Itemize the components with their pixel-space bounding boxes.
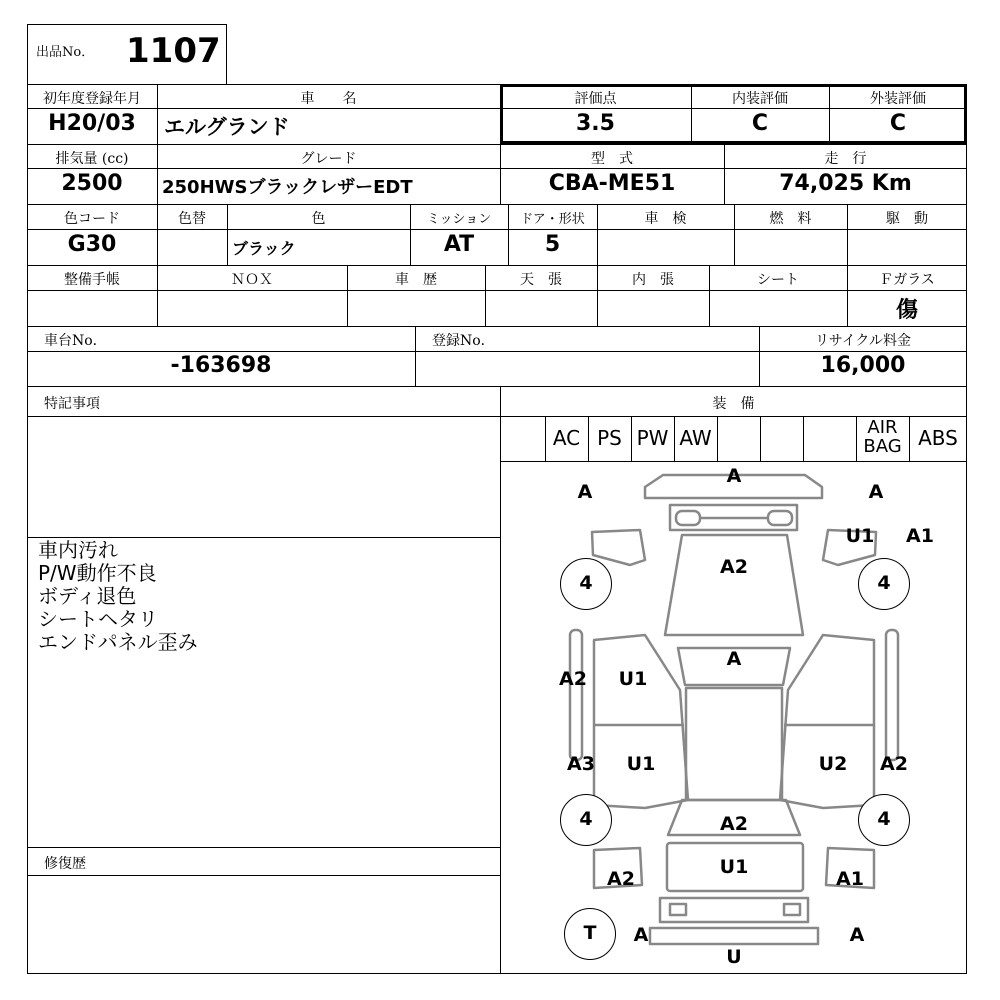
mark-rear-door-right-a2: A2 [880,753,908,775]
repaint-label: 色替 [178,211,206,227]
mark-front-right: A [868,481,884,503]
inspection-label: 車 検 [644,211,687,227]
lot-box [27,24,227,85]
reg-label: 登録No． [432,333,495,349]
mark-front-top: A [726,465,742,487]
displacement-value: 2500 [61,171,123,196]
score-value: 3.5 [576,111,615,136]
note-line: ボディ退色 [38,584,137,608]
interior-label: 内装評価 [732,91,788,107]
mark-hood: A2 [720,556,748,578]
exterior-label: 外装評価 [870,91,926,107]
lot-label: 出品No． [36,45,95,60]
equip-ps: PS [597,426,622,450]
car-diagram [500,461,967,974]
grade-label: グレード [300,151,357,167]
nox-label: ＮＯＸ [231,272,273,288]
tire-front-right: 4 [858,558,910,610]
equip-pw: PW [636,426,669,450]
mark-fender-right-a1: A1 [906,525,934,547]
mark-fender-right-u1: U1 [845,525,875,547]
note-line: 車内汚れ [38,538,118,562]
mark-tailgate: U1 [719,856,749,878]
interior-value: C [751,111,769,136]
recycle-value: 16,000 [820,353,906,378]
equip-airbag: AIR BAG [863,417,902,457]
grade-value: 250HWSブラックレザーEDT [162,177,413,198]
equip-aw: AW [679,426,712,450]
door-value: 5 [544,232,561,257]
color-label: 色 [311,211,326,227]
name-value: エルグランド [164,115,290,139]
recycle-label: リサイクル料金 [814,333,912,349]
displacement-label: 排気量 (cc) [55,151,129,167]
fuel-label: 燃 料 [769,211,812,227]
chassis-label: 車台No． [44,333,107,349]
exterior-value: C [889,111,907,136]
drive-label: 駆 動 [886,211,928,227]
mark-rear-bumper-left: A [633,924,649,946]
mission-label: ミッション [426,212,492,227]
note-line: エンドパネル歪み [38,630,198,654]
maintenance-label: 整備手帳 [64,272,120,288]
color-code-value: G30 [67,232,117,257]
door-label: ドア・形状 [520,212,585,227]
equip-abs: ABS [918,426,958,450]
model-value: CBA-ME51 [548,171,676,196]
model-label: 型 式 [591,151,633,167]
mark-rear-window: A2 [720,813,748,835]
mark-rear-quarter-right: A1 [836,868,864,890]
lot-number: 1107 [126,31,221,71]
repair-label: 修復歴 [44,856,86,872]
equipment-label: 装 備 [712,396,755,412]
fglass-label: Ｆガラス [879,272,935,288]
year-value: H20/03 [48,111,136,136]
roof-label: 天 張 [520,272,562,288]
color-code-label: 色コード [64,211,120,227]
notes-label: 特記事項 [44,396,100,412]
notes-list [38,539,198,654]
mark-front-left: A [577,481,593,503]
tire-spare: T [564,908,616,960]
tire-rear-right: 4 [858,794,910,846]
mark-front-door-left-u1: U1 [618,668,648,690]
mark-rear-bumper-right: A [849,924,865,946]
mission-value: AT [443,232,475,257]
mark-front-door-left-a2: A2 [559,668,587,690]
name-label: 車 名 [300,91,357,107]
mark-rear-door-left-u1: U1 [626,753,656,775]
note-line: P/W動作不良 [38,561,157,585]
fglass-value: 傷 [895,298,918,323]
year-label: 初年度登録年月 [43,91,141,107]
mark-rear-quarter-left: A2 [607,868,635,890]
mark-windshield: A [726,648,742,670]
color-value: ブラック [232,239,296,258]
mark-rear-door-left-a3: A3 [567,753,595,775]
mileage-label: 走 行 [824,151,867,167]
chassis-value: -163698 [170,353,272,378]
tire-rear-left: 4 [560,794,612,846]
mark-rear-door-right-u2: U2 [818,753,848,775]
mileage-value: 74,025 Km [779,171,912,196]
history-label: 車 歴 [395,272,437,288]
tire-front-left: 4 [560,558,612,610]
interior-trim-label: 内 張 [632,272,674,288]
equip-ac: AC [552,426,581,450]
seat-label: シート [757,272,799,288]
score-label: 評価点 [574,91,617,107]
note-line: シートヘタリ [38,607,158,631]
mark-rear-bottom: U [726,946,742,968]
